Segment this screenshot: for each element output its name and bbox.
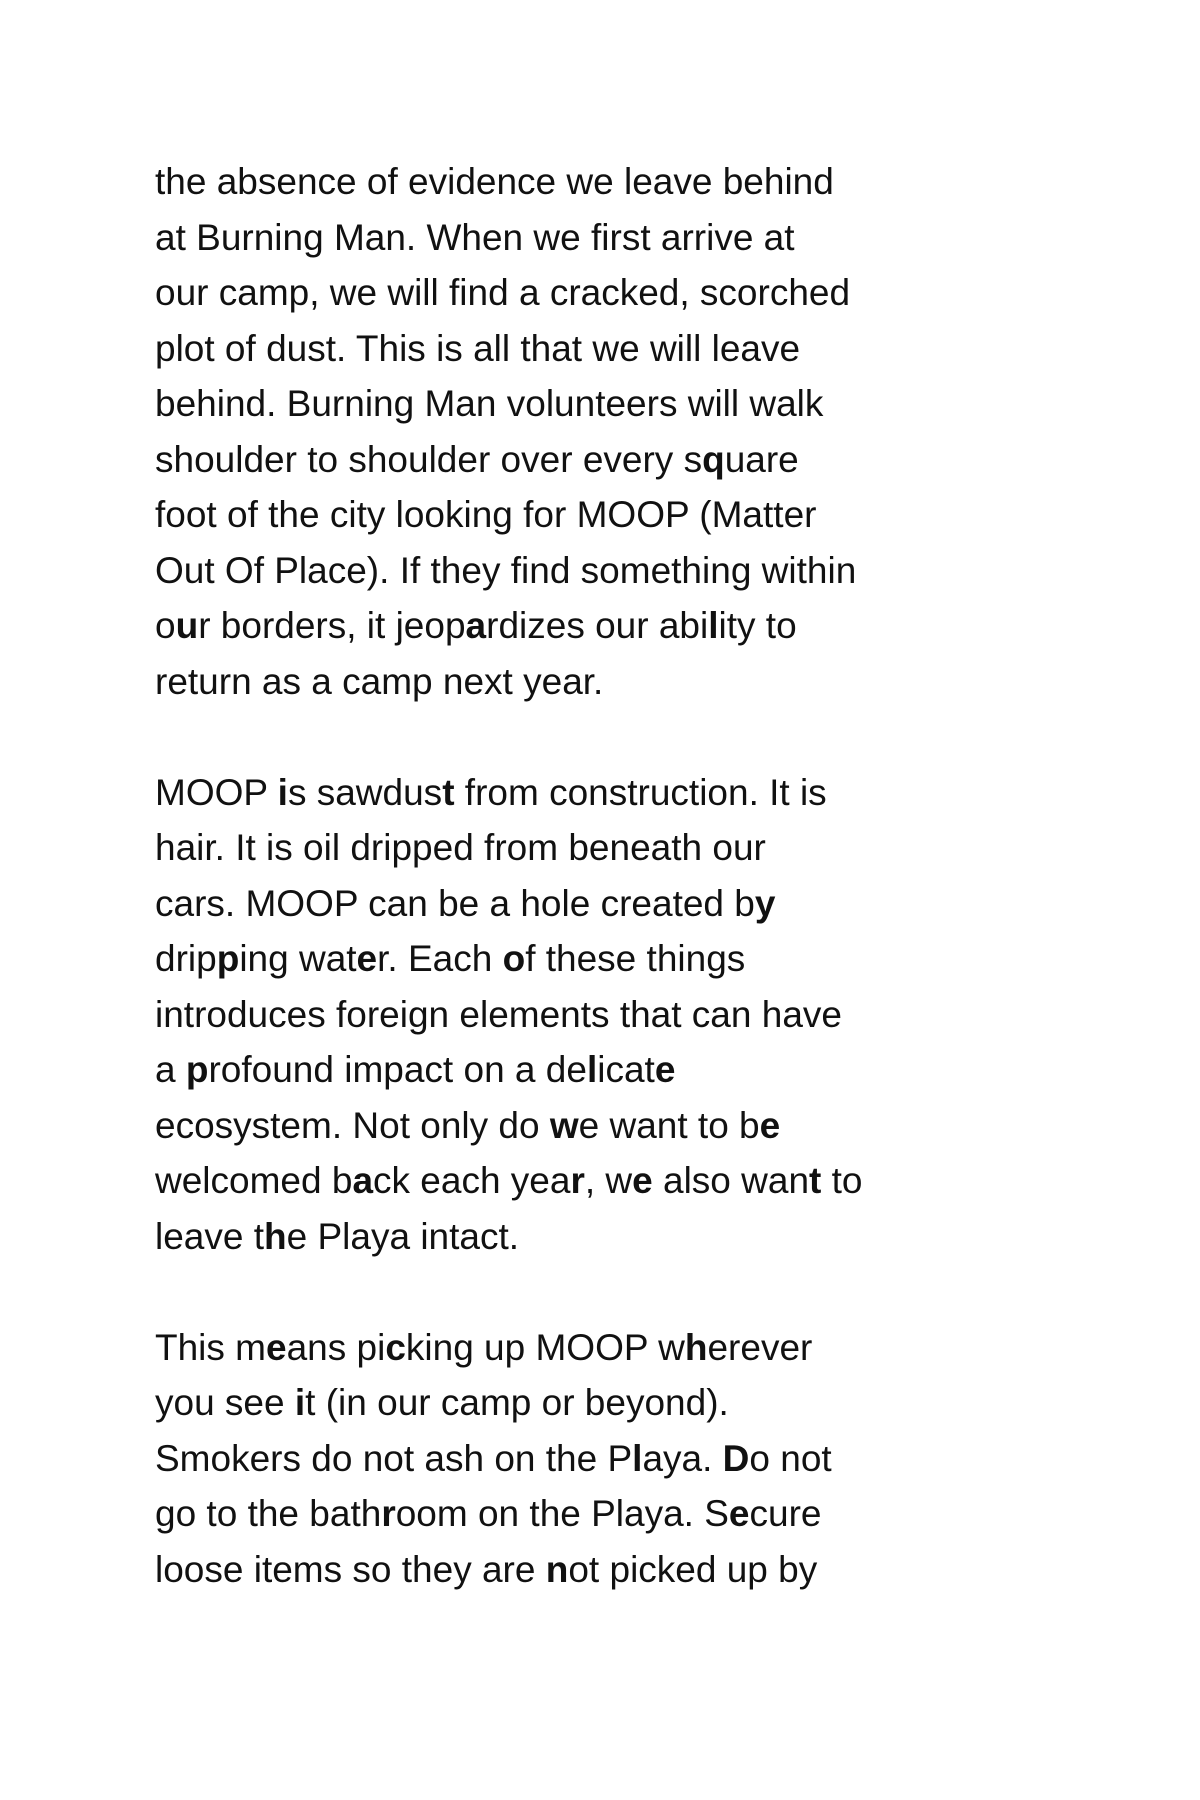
bold-letter: o: [502, 938, 526, 979]
bold-letter: i: [277, 771, 288, 813]
text-line: our borders, it jeopardizes our ability to: [155, 605, 797, 646]
text-line: welcomed back each year, we also want to: [155, 1160, 863, 1201]
bold-letter: p: [185, 1049, 209, 1090]
bold-letter: h: [684, 1326, 708, 1368]
bold-letter: e: [266, 1326, 287, 1368]
bold-letter: e: [632, 1160, 653, 1201]
paragraph: [155, 765, 1155, 1265]
bold-letter: p: [216, 938, 240, 979]
bold-letter: D: [722, 1437, 750, 1479]
text-line: MOOP is sawdust from construction. It is: [155, 771, 827, 813]
text-line: loose items so they are not picked up by: [155, 1548, 818, 1590]
text-line: introduces foreign elements that can have: [155, 993, 842, 1035]
bold-letter: l: [632, 1437, 643, 1479]
text-line: ecosystem. Not only do we want to be: [155, 1104, 781, 1146]
text-line: This means picking up MOOP wherever: [155, 1326, 813, 1368]
text-line: a profound impact on a delicate: [155, 1049, 676, 1090]
text-line: dripping water. Each of these things: [155, 938, 746, 979]
text-line: our camp, we will find a cracked, scorched: [155, 272, 851, 313]
bold-letter: l: [708, 605, 719, 646]
text-line: cars. MOOP can be a hole created by: [155, 882, 776, 924]
text-line: at Burning Man. When we first arrive at: [155, 216, 795, 258]
text-line: Out Of Place). If they find something within: [155, 549, 857, 591]
bold-letter: i: [294, 1382, 306, 1423]
text-line: you see it (in our camp or beyond).: [155, 1382, 729, 1423]
text-line: the absence of evidence we leave behind: [155, 161, 834, 202]
bold-letter: t: [809, 1160, 822, 1201]
bold-letter: e: [759, 1104, 781, 1146]
bold-letter: a: [465, 605, 487, 646]
text-line: leave the Playa intact.: [155, 1215, 520, 1257]
paragraph: [155, 1320, 1155, 1598]
text-line: foot of the city looking for MOOP (Matter: [155, 494, 817, 535]
text-line: go to the bathroom on the Playa. Secure: [155, 1493, 822, 1534]
bold-letter: a: [352, 1160, 374, 1201]
paragraph: [155, 154, 1155, 709]
bold-letter: h: [264, 1215, 287, 1257]
bold-letter: t: [442, 771, 455, 813]
bold-letter: e: [728, 1493, 750, 1534]
bold-letter: n: [545, 1548, 569, 1590]
bold-letter: c: [385, 1326, 406, 1368]
bold-letter: e: [654, 1049, 676, 1090]
text-line: shoulder to shoulder over every square: [155, 438, 799, 480]
text-line: plot of dust. This is all that we will leave: [155, 327, 801, 369]
text-line: return as a camp next year.: [155, 660, 604, 702]
paragraph-gap: [155, 709, 1155, 765]
text-line: behind. Burning Man volunteers will walk: [155, 383, 824, 424]
bold-letter: q: [702, 438, 725, 480]
bold-letter: r: [570, 1160, 585, 1201]
bold-letter: u: [175, 605, 199, 646]
bold-letter: l: [586, 1049, 598, 1090]
text-line: Smokers do not ash on the Playa. Do not: [155, 1437, 832, 1479]
bold-letter: e: [356, 938, 378, 979]
text-line: hair. It is oil dripped from beneath our: [155, 827, 766, 868]
bold-letter: r: [381, 1493, 396, 1534]
paragraph-gap: [155, 1264, 1155, 1320]
bold-letter: w: [549, 1104, 579, 1146]
bold-letter: y: [754, 882, 776, 924]
document-body: [155, 154, 1155, 1597]
